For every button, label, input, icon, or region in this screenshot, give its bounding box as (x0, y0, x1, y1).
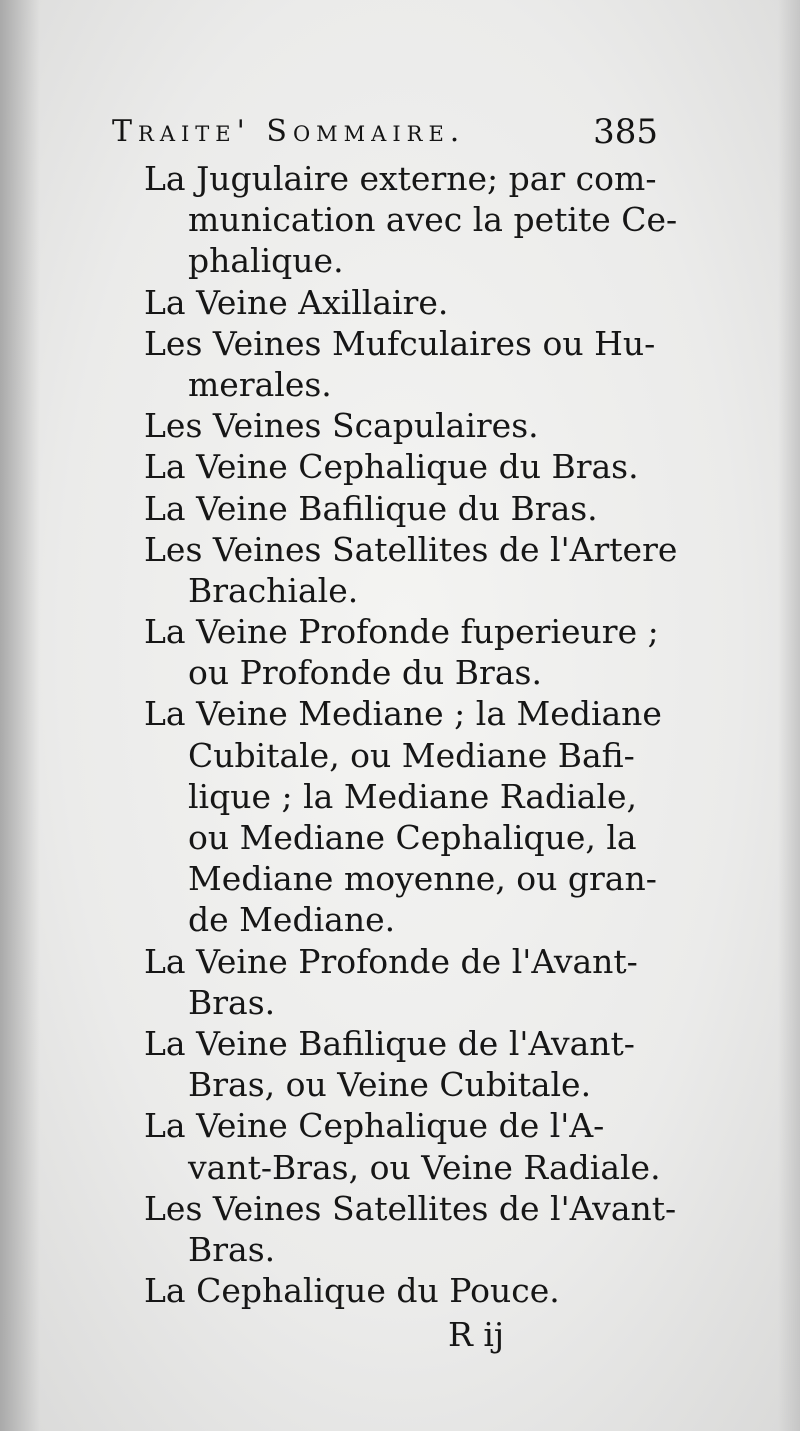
entry-line: La Veine Cephalique de l'A- (144, 1106, 605, 1146)
entry-continuation-line: de Mediane. (188, 900, 396, 940)
list-item (144, 1023, 664, 1105)
entry-line: Les Veines Mufculaires ou Hu- (144, 323, 656, 363)
entry-line: La Veine Bafilique du Bras. (144, 488, 598, 528)
entry-continuation-line: ou Profonde du Bras. (188, 653, 542, 693)
entry-continuation-line: Bras. (188, 1229, 276, 1269)
spine-shadow (0, 0, 40, 1431)
list-item (144, 446, 664, 487)
entry-continuation-line: munication avec la petite Ce- (188, 200, 678, 240)
list-item (144, 1188, 677, 1270)
entry-line: La Jugulaire externe; par com- (144, 159, 657, 198)
page-edge-shadow (778, 0, 800, 1431)
entry-line: La Veine Axillaire. (144, 282, 449, 322)
entry-line: Les Veines Satellites de l'Artere (144, 529, 678, 569)
list-item (144, 693, 664, 940)
entry-continuation-line: vant-Bras, ou Veine Radiale. (188, 1147, 661, 1187)
entry-line: Les Veines Satellites de l'Avant- (144, 1188, 677, 1228)
list-item (144, 158, 678, 282)
entry-continuation-line: phalique. (188, 241, 344, 281)
entry-continuation-line: Bras, ou Veine Cubitale. (188, 1065, 592, 1105)
list-item (144, 1105, 664, 1187)
entry-line: La Veine Profonde fuperieure ; (144, 612, 659, 652)
page-header (112, 110, 662, 156)
entry-line: La Veine Bafilique de l'Avant- (144, 1023, 635, 1063)
vein-list (144, 158, 678, 1311)
list-item (144, 282, 664, 323)
list-item (144, 1270, 664, 1311)
page-number: 385 (593, 112, 658, 152)
entry-continuation-line: Bras. (188, 982, 276, 1022)
list-item (144, 941, 664, 1023)
entry-line: La Veine Mediane ; la Mediane (144, 694, 662, 734)
list-item (144, 488, 664, 529)
running-title: Traite' Sommaire. (112, 114, 466, 149)
list-item (144, 405, 664, 446)
entry-line: Les Veines Scapulaires. (144, 406, 539, 446)
entry-continuation-line: merales. (188, 364, 332, 404)
list-item (144, 529, 678, 611)
entry-continuation-line: Mediane moyenne, ou gran- (188, 859, 657, 899)
entry-line: La Veine Profonde de l'Avant- (144, 941, 638, 981)
list-item (144, 611, 664, 693)
entry-line: La Veine Cephalique du Bras. (144, 447, 639, 487)
signature-mark: R ij (448, 1315, 505, 1354)
entry-line: La Cephalique du Pouce. (144, 1271, 560, 1311)
entry-continuation-line: Cubitale, ou Mediane Bafi- (188, 735, 635, 775)
entry-continuation-line: lique ; la Mediane Radiale, (188, 776, 637, 816)
entry-continuation-line: ou Mediane Cephalique, la (188, 818, 637, 857)
entry-continuation-line: Brachiale. (188, 570, 359, 610)
list-item (144, 323, 664, 405)
